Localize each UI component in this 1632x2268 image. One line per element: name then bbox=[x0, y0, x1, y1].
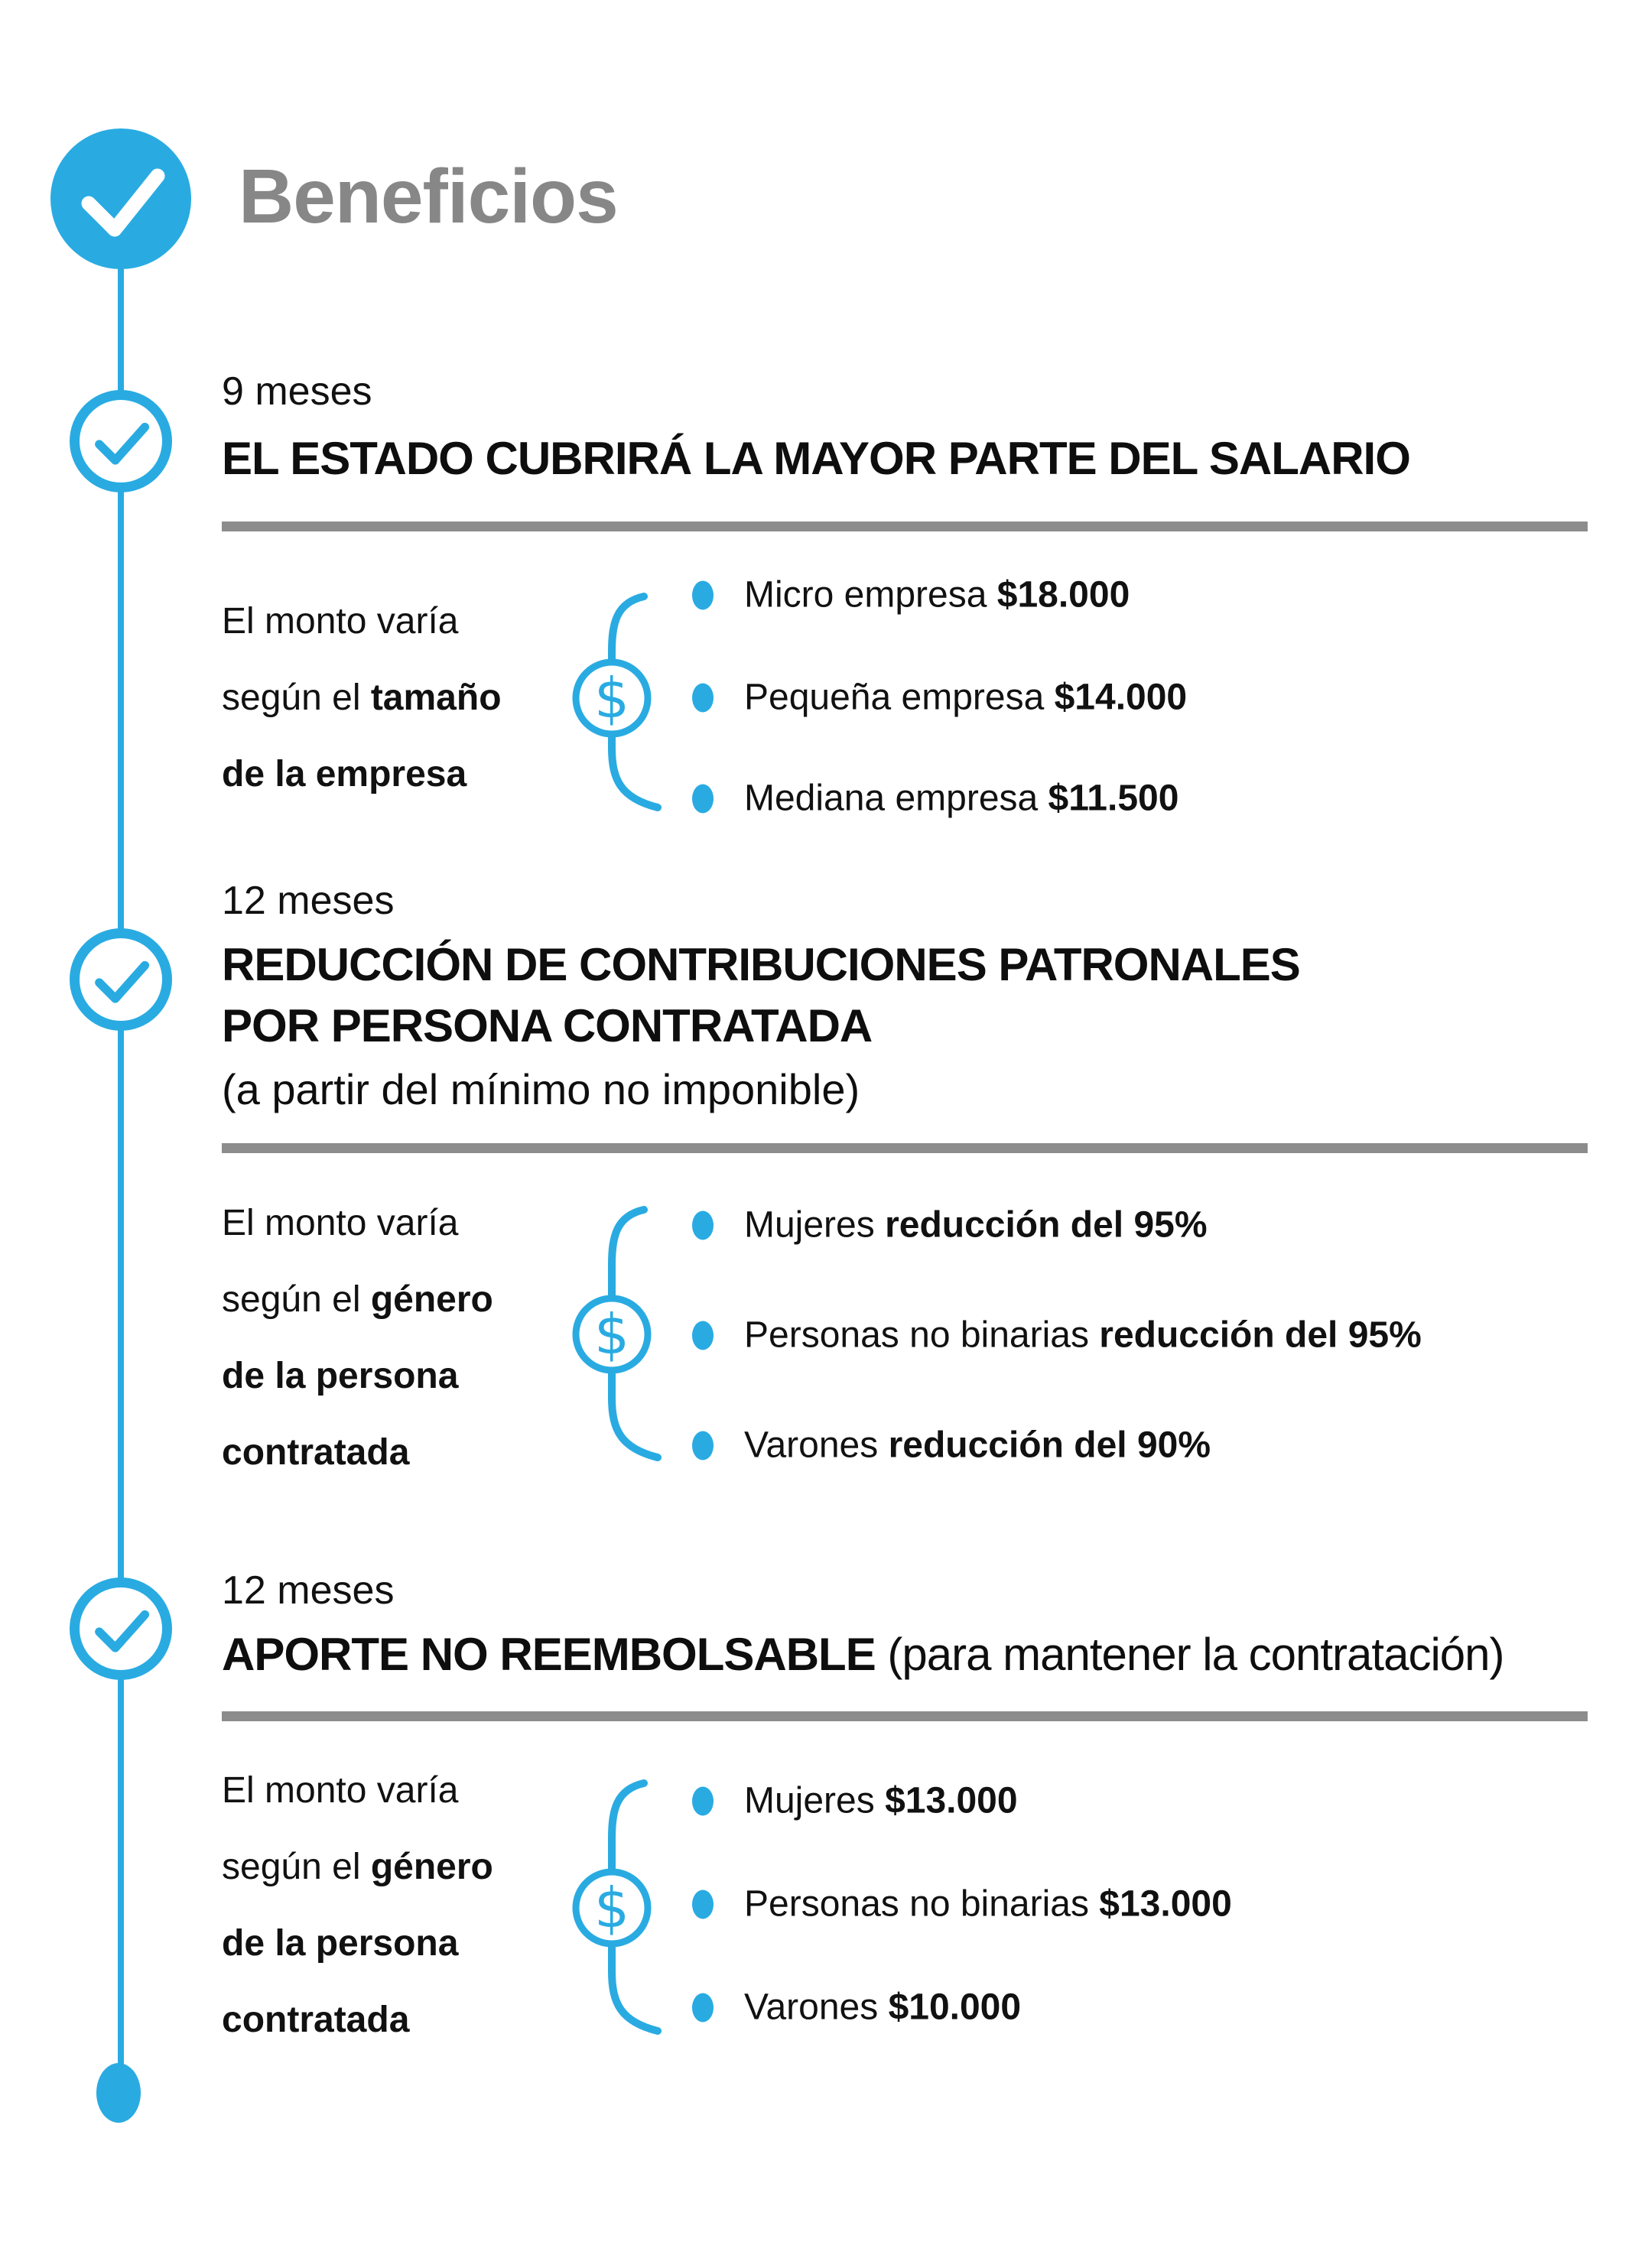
dollar-icon: $ bbox=[594, 666, 629, 730]
left-line: de la persona bbox=[222, 1356, 459, 1396]
check-icon bbox=[80, 400, 162, 483]
check-circle-filled-icon bbox=[50, 128, 191, 269]
bullet-icon bbox=[692, 1993, 714, 2022]
dollar-icon: $ bbox=[594, 1876, 629, 1940]
item-text: Varones $10.000 bbox=[744, 1987, 1022, 2028]
list-item bbox=[692, 574, 1130, 616]
list-item bbox=[692, 1425, 1211, 1467]
item-text: Micro empresa $18.000 bbox=[744, 574, 1130, 616]
left-line: de la empresa bbox=[222, 754, 467, 794]
left-line: contratada bbox=[222, 1432, 410, 1473]
item-text: Mediana empresa $11.500 bbox=[744, 778, 1179, 819]
bullet-icon bbox=[692, 1786, 714, 1815]
left-line: según el género bbox=[222, 1279, 493, 1320]
section-duration: 12 meses bbox=[222, 879, 395, 923]
bullet-icon bbox=[692, 784, 714, 813]
divider bbox=[222, 1711, 1588, 1721]
bullet-icon bbox=[692, 683, 714, 712]
check-icon bbox=[80, 938, 162, 1021]
left-line: El monto varía bbox=[222, 601, 459, 642]
bullet-icon bbox=[692, 1321, 714, 1350]
check-circle-outline-icon bbox=[70, 1578, 172, 1680]
left-line: El monto varía bbox=[222, 1203, 459, 1243]
item-text: Mujeres $13.000 bbox=[744, 1780, 1018, 1821]
bullet-icon bbox=[692, 1210, 714, 1240]
bullet-icon bbox=[692, 1889, 714, 1919]
list-item bbox=[692, 778, 1178, 820]
list-item bbox=[692, 1987, 1021, 2029]
check-circle-outline-icon bbox=[70, 928, 172, 1031]
check-icon bbox=[50, 128, 191, 269]
bullet-icon bbox=[692, 1431, 714, 1460]
left-line: contratada bbox=[222, 2000, 410, 2040]
left-line: El monto varía bbox=[222, 1770, 459, 1811]
list-item bbox=[692, 1314, 1422, 1357]
section-title-line1: REDUCCIÓN DE CONTRIBUCIONES PATRONALES bbox=[222, 939, 1300, 990]
item-text: Pequeña empresa $14.000 bbox=[744, 677, 1188, 718]
divider bbox=[222, 1143, 1588, 1153]
section-duration: 9 meses bbox=[222, 369, 372, 414]
section-title bbox=[222, 934, 1300, 1057]
dollar-icon: $ bbox=[594, 1302, 629, 1366]
bullet-icon bbox=[692, 580, 714, 609]
timeline-end-dot bbox=[96, 2063, 141, 2123]
page-title: Beneficios bbox=[239, 154, 618, 239]
item-text: Mujeres reducción del 95% bbox=[744, 1204, 1208, 1246]
section-title-main: APORTE NO REEMBOLSABLE bbox=[222, 1629, 876, 1680]
section-title bbox=[222, 1624, 1504, 1685]
left-line: según el tamaño bbox=[222, 677, 502, 718]
list-item bbox=[692, 1883, 1232, 1925]
list-item bbox=[692, 1780, 1018, 1822]
item-text: Varones reducción del 90% bbox=[744, 1425, 1211, 1466]
list-item bbox=[692, 1204, 1208, 1246]
section-subnote: (a partir del mínimo no imponible) bbox=[222, 1065, 860, 1113]
list-item bbox=[692, 677, 1187, 719]
section-title-note: (para mantener la contratación) bbox=[875, 1629, 1504, 1680]
section-title: EL ESTADO CUBRIRÁ LA MAYOR PARTE DEL SALARIO bbox=[222, 433, 1410, 484]
check-circle-outline-icon bbox=[70, 390, 172, 492]
timeline-line bbox=[118, 264, 124, 2072]
check-icon bbox=[80, 1587, 162, 1670]
item-text: Personas no binarias reducción del 95% bbox=[744, 1314, 1422, 1356]
section-title-line2: POR PERSONA CONTRATADA bbox=[222, 1000, 873, 1051]
item-text: Personas no binarias $13.000 bbox=[744, 1883, 1232, 1925]
left-line: según el género bbox=[222, 1847, 493, 1887]
left-line: de la persona bbox=[222, 1923, 459, 1964]
divider bbox=[222, 522, 1588, 531]
section-duration: 12 meses bbox=[222, 1568, 395, 1613]
